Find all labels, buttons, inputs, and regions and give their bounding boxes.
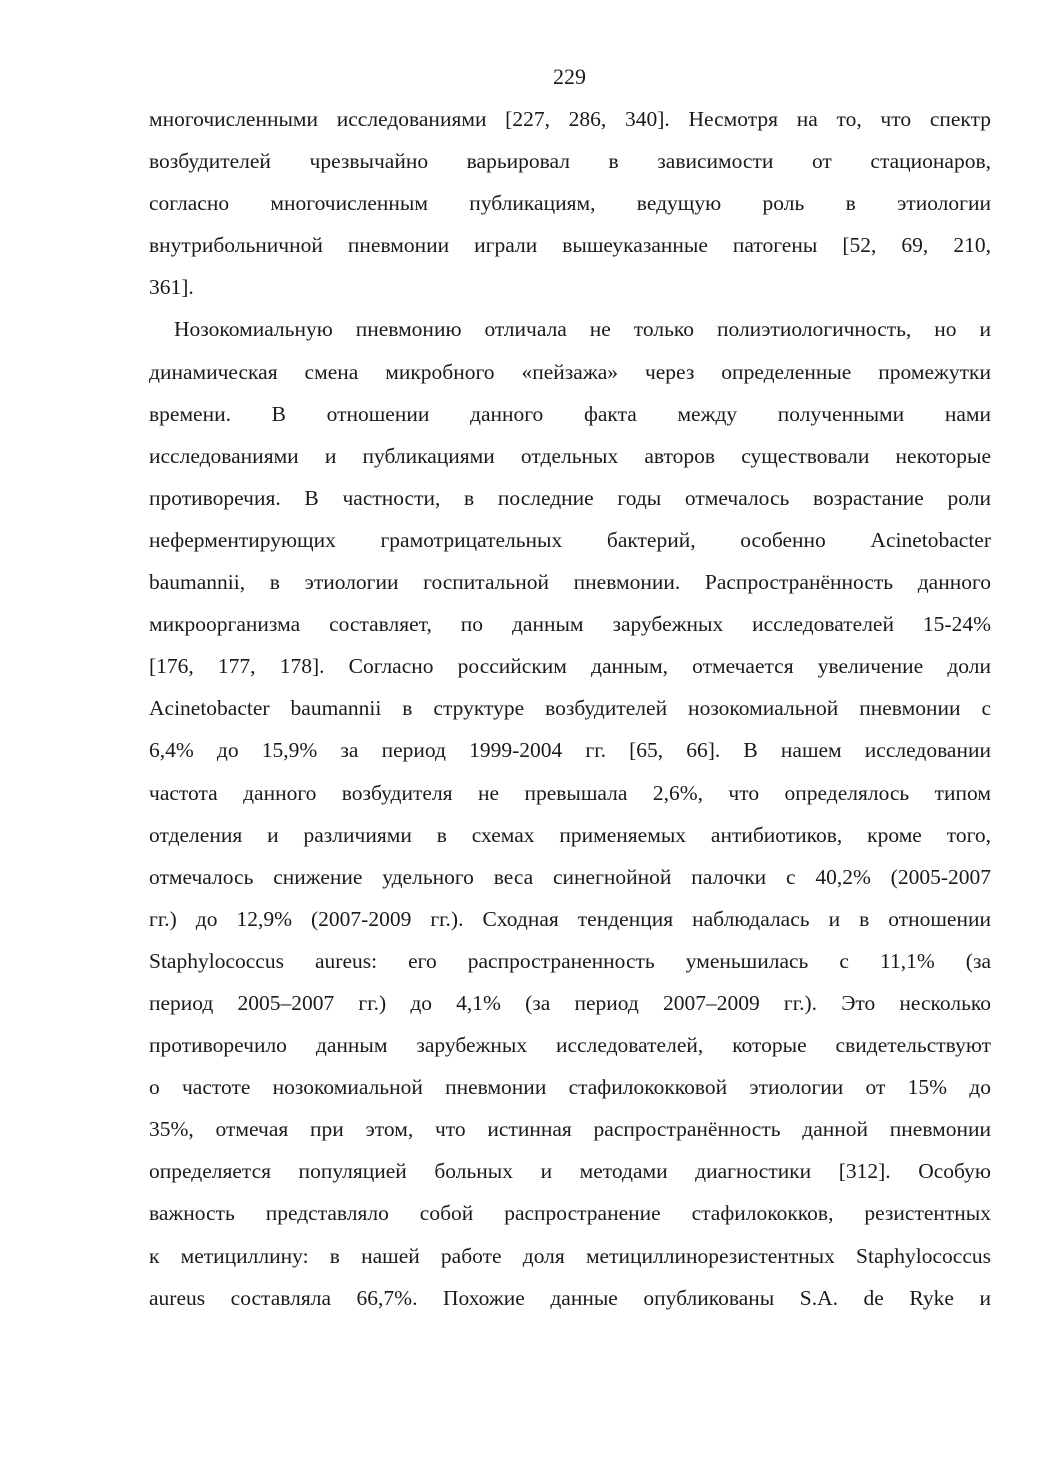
text-line: исследованиями и публикациями отдельных авторов существовали некоторые <box>149 443 991 468</box>
text-line: период 2005–2007 гг.) до 4,1% (за период 2007–2009 гг.). Это несколько <box>149 990 991 1015</box>
document-body <box>149 98 991 1319</box>
text-line: Staphylococcus aureus: его распространенность уменьшилась с 11,1% (за <box>149 948 991 973</box>
text-line: к метициллину: в нашей работе доля метициллинорезистентных Staphylococcus <box>149 1243 991 1268</box>
text-line: baumannii, в этиологии госпитальной пневмонии. Распространённость данного <box>149 570 991 595</box>
text-line: о частоте нозокомиальной пневмонии стафилококковой этиологии от 15% до <box>149 1075 991 1100</box>
text-line: внутрибольничной пневмонии играли вышеуказанные патогены [52, 69, 210, <box>149 233 991 258</box>
page-number: 229 <box>553 64 586 89</box>
text-line: противоречило данным зарубежных исследователей, которые свидетельствуют <box>149 1033 991 1058</box>
text-line: определяется популяцией больных и методами диагностики [312]. Особую <box>149 1159 991 1184</box>
paragraph-1 <box>149 98 991 308</box>
text-line: согласно многочисленным публикациям, ведущую роль в этиологии <box>149 191 991 216</box>
paragraph-2 <box>149 308 991 1318</box>
text-line: Нозокомиальную пневмонию отличала не только полиэтиологичность, но и <box>174 317 991 342</box>
text-line: противоречия. В частности, в последние годы отмечалось возрастание роли <box>149 485 991 510</box>
text-line: времени. В отношении данного факта между полученными нами <box>149 401 991 426</box>
text-line: отделения и различиями в схемах применяемых антибиотиков, кроме того, <box>149 822 991 847</box>
text-line: aureus составляла 66,7%. Похожие данные опубликованы S.A. de Ryke и <box>149 1285 991 1310</box>
text-line: [176, 177, 178]. Согласно российским данным, отмечается увеличение доли <box>149 654 991 679</box>
text-line: Acinetobacter baumannii в структуре возбудителей нозокомиальной пневмонии с <box>149 696 991 721</box>
text-line: динамическая смена микробного «пейзажа» через определенные промежутки <box>149 359 991 384</box>
text-line: 6,4% до 15,9% за период 1999-2004 гг. [65, 66]. В нашем исследовании <box>149 738 991 763</box>
text-line: неферментирующих грамотрицательных бактерий, особенно Acinetobacter <box>149 527 991 552</box>
text-line: гг.) до 12,9% (2007-2009 гг.). Сходная тенденция наблюдалась и в отношении <box>149 906 991 931</box>
text-line: микроорганизма составляет, по данным зарубежных исследователей 15-24% <box>149 612 991 637</box>
text-line: возбудителей чрезвычайно варьировал в зависимости от стационаров, <box>149 149 991 174</box>
text-line: многочисленными исследованиями [227, 286, 340]. Несмотря на то, что спектр <box>149 107 991 131</box>
text-line: отмечалось снижение удельного веса синегнойной палочки с 40,2% (2005-2007 <box>149 864 991 889</box>
text-line: важность представляло собой распространение стафилококков, резистентных <box>149 1201 991 1226</box>
text-line: 361]. <box>149 275 194 300</box>
text-line: частота данного возбудителя не превышала 2,6%, что определялось типом <box>149 780 991 805</box>
text-line: 35%, отмечая при этом, что истинная распространённость данной пневмонии <box>149 1117 991 1142</box>
